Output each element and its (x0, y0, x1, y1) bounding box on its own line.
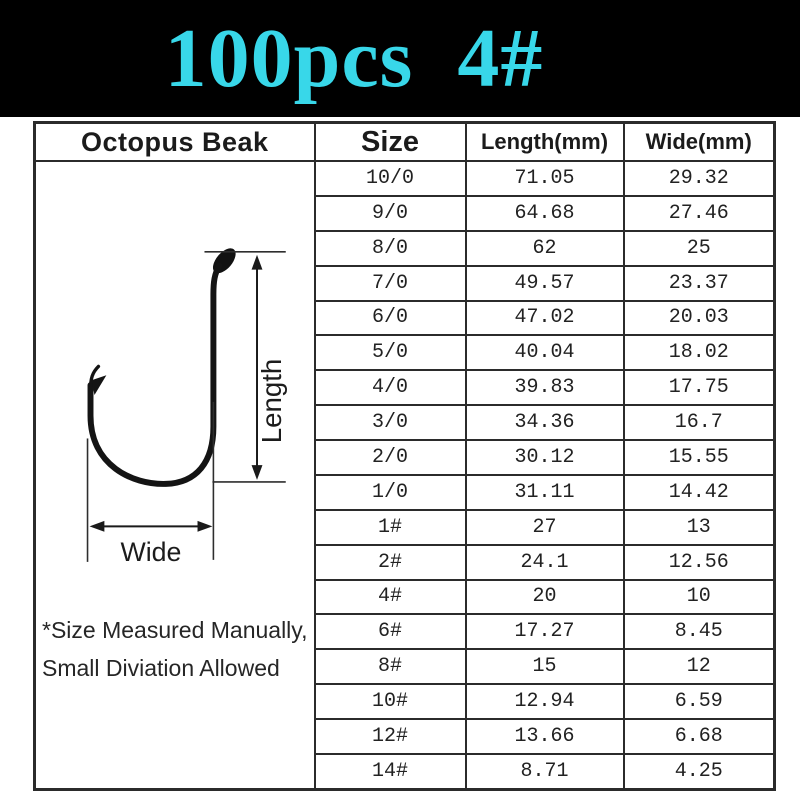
size-cell: 2/0 (315, 440, 466, 475)
size-cell: 6# (315, 614, 466, 649)
table-row (35, 161, 775, 196)
size-cell: 10/0 (315, 161, 466, 196)
size-cell: 2# (315, 545, 466, 580)
wide-cell: 23.37 (624, 266, 775, 301)
length-cell: 24.1 (466, 545, 624, 580)
wide-cell: 6.59 (624, 684, 775, 719)
length-axis-label: Length (255, 358, 287, 444)
wide-cell: 15.55 (624, 440, 775, 475)
wide-cell: 12.56 (624, 545, 775, 580)
size-spec-table (33, 121, 776, 791)
length-cell: 20 (466, 580, 624, 615)
wide-cell: 13 (624, 510, 775, 545)
size-cell: 6/0 (315, 301, 466, 336)
wide-cell: 12 (624, 649, 775, 684)
length-cell: 15 (466, 649, 624, 684)
length-cell: 47.02 (466, 301, 624, 336)
length-cell: 64.68 (466, 196, 624, 231)
wide-cell: 25 (624, 231, 775, 266)
footnote-line-1: *Size Measured Manually, (42, 617, 308, 643)
wide-cell: 16.7 (624, 405, 775, 440)
size-cell: 7/0 (315, 266, 466, 301)
wide-arrow-icon (90, 521, 213, 532)
wide-cell: 17.75 (624, 370, 775, 405)
wide-cell: 10 (624, 580, 775, 615)
size-cell: 14# (315, 754, 466, 790)
length-cell: 8.71 (466, 754, 624, 790)
fishing-hook-icon (36, 162, 314, 788)
column-header-wide: Wide(mm) (624, 123, 775, 162)
size-cell: 4/0 (315, 370, 466, 405)
footnote-line-2: Small Diviation Allowed (42, 655, 280, 681)
top-banner (0, 0, 800, 117)
wide-cell: 4.25 (624, 754, 775, 790)
length-cell: 49.57 (466, 266, 624, 301)
size-cell: 10# (315, 684, 466, 719)
size-cell: 5/0 (315, 335, 466, 370)
length-cell: 34.36 (466, 405, 624, 440)
size-cell: 4# (315, 580, 466, 615)
quantity-size-title: 100pcs 4# (164, 12, 544, 105)
size-cell: 1# (315, 510, 466, 545)
length-cell: 17.27 (466, 614, 624, 649)
size-cell: 12# (315, 719, 466, 754)
corner-header: Octopus Beak (35, 123, 315, 162)
length-cell: 31.11 (466, 475, 624, 510)
wide-axis-label: Wide (120, 536, 182, 567)
wide-cell: 27.46 (624, 196, 775, 231)
column-header-length: Length(mm) (466, 123, 624, 162)
size-cell: 1/0 (315, 475, 466, 510)
length-cell: 12.94 (466, 684, 624, 719)
length-cell: 71.05 (466, 161, 624, 196)
size-cell: 3/0 (315, 405, 466, 440)
wide-cell: 18.02 (624, 335, 775, 370)
wide-cell: 29.32 (624, 161, 775, 196)
length-cell: 13.66 (466, 719, 624, 754)
header-row (35, 123, 775, 162)
wide-cell: 8.45 (624, 614, 775, 649)
column-header-size: Size (315, 123, 466, 162)
hook-diagram-cell (35, 161, 315, 790)
length-cell: 39.83 (466, 370, 624, 405)
length-cell: 40.04 (466, 335, 624, 370)
size-cell: 8# (315, 649, 466, 684)
wide-cell: 14.42 (624, 475, 775, 510)
length-cell: 30.12 (466, 440, 624, 475)
size-cell: 8/0 (315, 231, 466, 266)
wide-cell: 20.03 (624, 301, 775, 336)
wide-cell: 6.68 (624, 719, 775, 754)
size-cell: 9/0 (315, 196, 466, 231)
length-cell: 27 (466, 510, 624, 545)
length-cell: 62 (466, 231, 624, 266)
